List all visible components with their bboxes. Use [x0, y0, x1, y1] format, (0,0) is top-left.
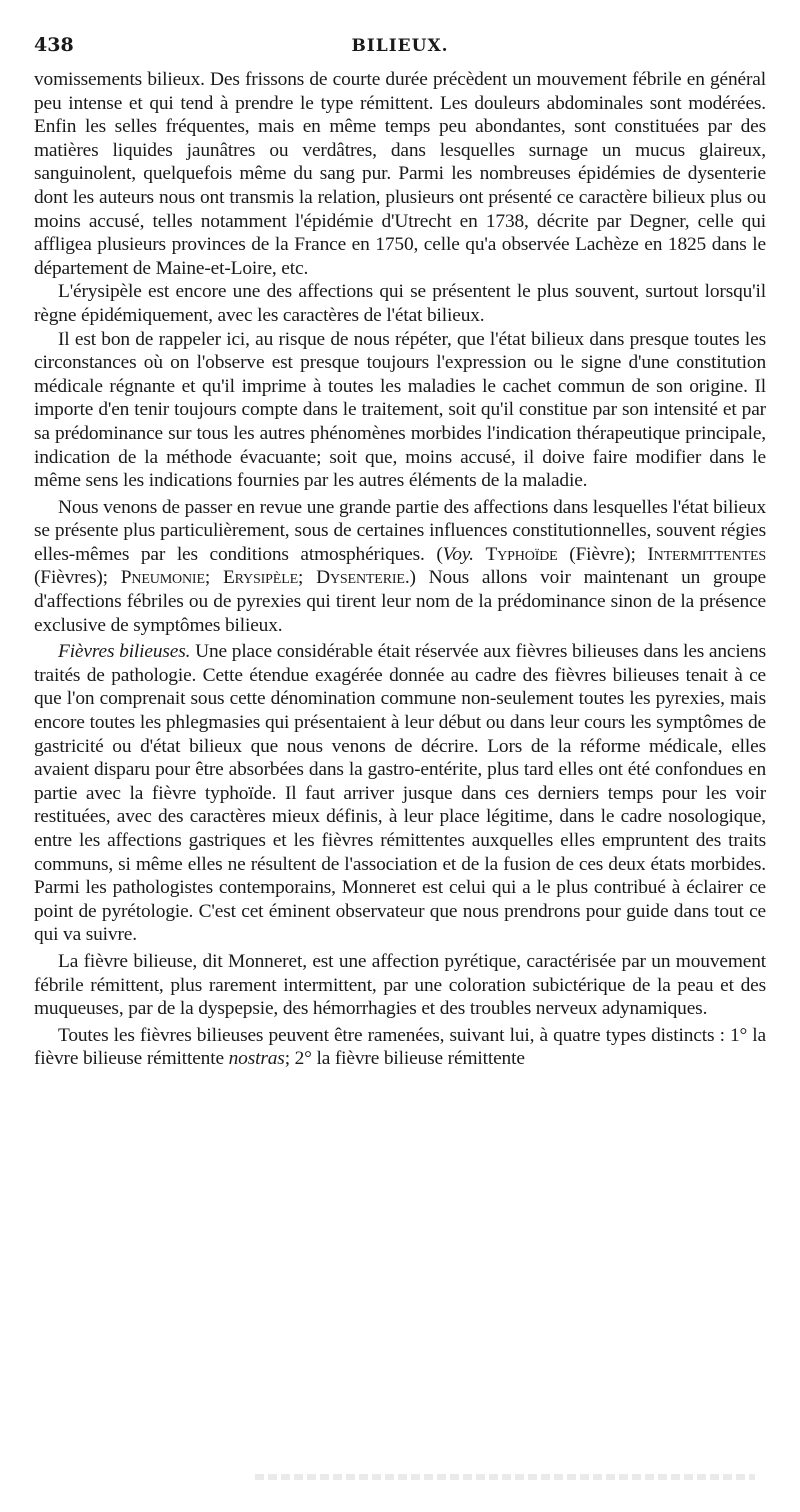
section-lead-fievres-bilieuses: Fièvres bilieuses. [58, 641, 191, 663]
body-text [34, 68, 766, 1071]
cross-ref-sep-3: ; [204, 567, 223, 589]
cross-ref-dysenterie: Dysenterie [316, 567, 405, 589]
four-types-text-end: ; 2° la fièvre bilieuse rémittente [284, 1048, 525, 1070]
review-text-start: Nous venons de passer en revue une grande partie des affections dans lesquelles l'état bilieux se présente plus particulièrement, sous de certaines influences constitutionnelles, souvent régies elles-mêmes par les conditions atmosphériques. ( [34, 496, 766, 565]
cross-ref-typhoide-paren: (Fièvre); [557, 543, 648, 565]
cross-ref-pneumonie: Pneumonie [120, 567, 205, 589]
paragraph-four-types [34, 1024, 766, 1071]
cross-ref-sep-4: ; [298, 567, 317, 589]
page-number: 438 [34, 34, 74, 56]
cross-ref-intermittentes: Intermittentes [647, 543, 766, 565]
cross-ref-erysipele: Erysipèle [222, 567, 298, 589]
running-head [34, 28, 766, 68]
voy-abbrev: Voy. [442, 543, 474, 565]
paragraph-review-affections [34, 496, 766, 638]
running-title: BILIEUX. [351, 36, 449, 56]
paragraph-dysentery-continued: vomissements bilieux. Des frissons de courte durée précèdent un mouvement fébrile en général peu intense et qui tend à prendre le type rémittent. Les douleurs abdominales sont modérées. Enfin les selles fréquentes, mais en même temps peu abondantes, sont constituées par des matières liquides jaunâtres ou verdâtres, dans lesquelles surnage un mucus glaireux, sanguinolent, quelquefois même du sang pur. Parmi les nombreuses épidémies de dysenterie dont les auteurs nous ont transmis la relation, plusieurs ont présenté ce caractère bilieux plus ou moins accusé, telles notamment l'épidémie d'Utrecht en 1738, décrite par Degner, celle qui affligea plusieurs provinces de la France en 1750, celle qu'a observée Lachèze en 1825 dans le département de Maine-et-Loire, etc. [34, 69, 766, 279]
four-types-text-start: Toutes les fièvres bilieuses peuvent être ramenées, suivant lui, à quatre types distincts : 1° la fièvre bilieuse rémittente [34, 1024, 766, 1070]
paragraph-bilious-state: Il est bon de rappeler ici, au risque de nous répéter, que l'état bilieux dans presque toutes les circonstances où on l'observe est presque toujours l'expression ou le signe d'une constitution médicale régnante et qu'il imprime à toutes les maladies le cachet commun de son origine. Il importe d'en tenir toujours compte dans le traitement, soit qu'il constitue par son intensité et par sa prédominance sur tous les autres phénomènes morbides l'indication thérapeutique principale, indication de la méthode évacuante; soit que, moins accusé, il doive faire modifier dans le même sens les indications fournies par les autres éléments de la maladie. [34, 328, 766, 492]
faint-bleed-through-line [255, 1474, 755, 1480]
book-page [34, 28, 766, 1071]
fievres-bilieuses-text: Une place considérable était réservée aux fièvres bilieuses dans les anciens traités de pathologie. Cette étendue exagérée donnée au cadre des fièvres bilieuses tenait à ce que l'on comprenait sous cette dénomination commune non-seulement toutes les pyrexies, mais encore toutes les phlegmasies qui présentaient à leur début ou dans leur cours les symptômes de gastricité ou d'état bilieux que nous venons de décrire. Lors de la réforme médicale, elles avaient disparu pour être absorbées dans la gastro-entérite, plus tard elles ont été confondues en partie avec la fièvre typhoïde. Il faut arriver jusque dans ces derniers temps pour les voir restituées, avec des caractères mieux définis, à leur place légitime, dans le cadre nosologique, entre les affections gastriques et les fièvres rémittentes auxquelles elles empruntent des traits communs, si même elles ne résultent de l'association et de la fusion de ces deux états morbides. Parmi les pathologistes contemporains, Monneret est celui qui a le plus contribué à éclairer ce point de pyrétologie. C'est cet éminent observateur que nous prendrons pour guide dans tout ce qui va suivre. [34, 641, 766, 946]
paragraph-fievres-bilieuses [34, 640, 766, 947]
cross-ref-intermittentes-paren: (Fièvres); [34, 567, 121, 589]
cross-ref-typhoide: Typhoïde [485, 543, 558, 565]
paragraph-monneret-definition: La fièvre bilieuse, dit Monneret, est une affection pyrétique, caractérisée par un mouvement fébrile rémittent, plus rarement intermittent, par une coloration subictérique de la peau et des muqueuses, par de la dyspepsie, des hémorrhagies et des troubles nerveux adynamiques. [34, 950, 766, 1020]
review-text-end: .) Nous allons voir maintenant un groupe d'affections fébriles ou de pyrexies qui tirent leur nom de la prédominance sinon de la présence exclusive de symptômes bilieux. [34, 567, 766, 636]
paragraph-erysipelas: L'érysipèle est encore une des affections qui se présentent le plus souvent, surtout lorsqu'il règne épidémiquement, avec les caractères de l'état bilieux. [34, 281, 766, 326]
nostras-term: nostras [228, 1048, 285, 1070]
